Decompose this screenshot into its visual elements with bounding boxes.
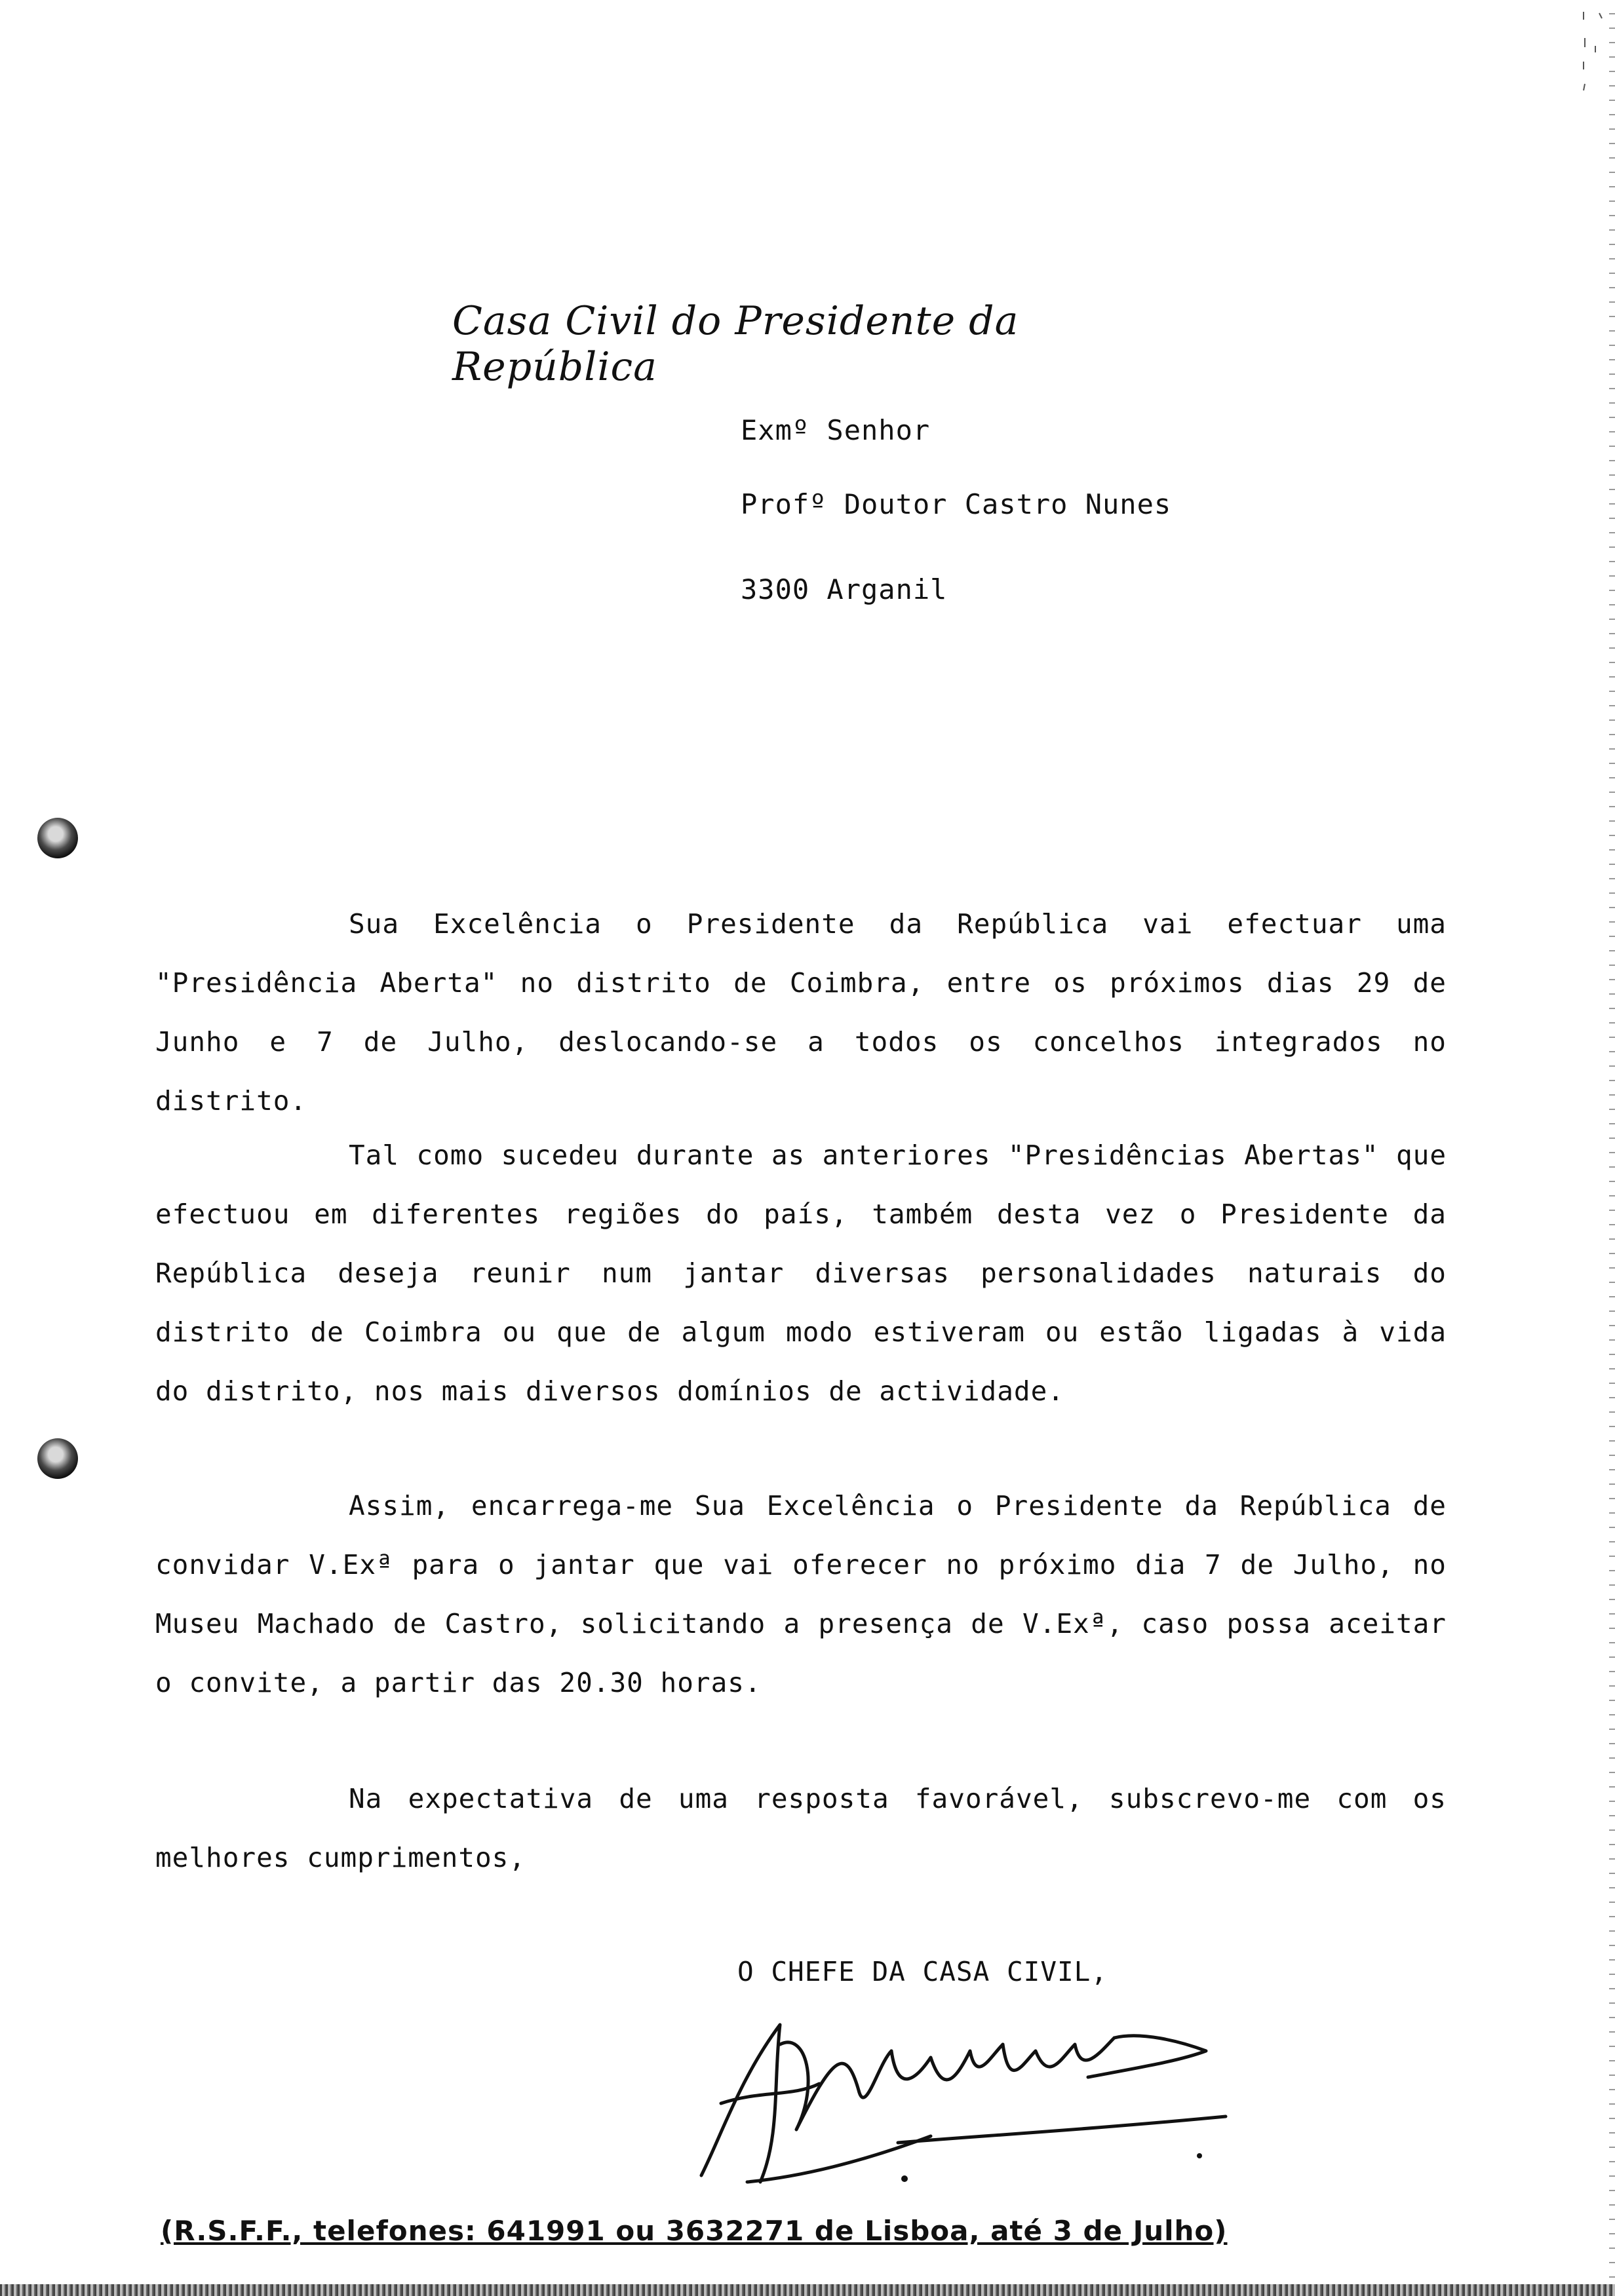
recipient-address: 3300 Arganil bbox=[741, 573, 948, 605]
letterhead-title: Casa Civil do Presidente da República bbox=[452, 298, 1019, 390]
paragraph-3-text: Assim, encarrega-me Sua Excelência o Presidente da República de convidar V.Exª para o jantar que vai oferecer no próximo dia 7 de Julho, no Museu Machado de Castro, solicitando a presença de V.Exª, caso possa aceitar o convite, a partir das 20.30 horas. bbox=[155, 1490, 1447, 1698]
footer-rsvp-note: (R.S.F.F., telefones: 641991 ou 3632271 de Lisboa, até 3 de Julho) bbox=[161, 2215, 1228, 2247]
closing-signoff: O CHEFE DA CASA CIVIL, bbox=[737, 1956, 1108, 1987]
handwritten-signature bbox=[682, 2005, 1232, 2202]
scan-corner-marks bbox=[1580, 7, 1606, 92]
recipient-name: Profº Doutor Castro Nunes bbox=[741, 488, 1172, 520]
recipient-salutation: Exmº Senhor bbox=[741, 414, 931, 446]
paragraph-4-text: Na expectativa de uma resposta favorável, subscrevo-me com os melhores cumprimentos, bbox=[155, 1783, 1447, 1873]
paragraph-1-text: Sua Excelência o Presidente da República vai efectuar uma "Presidência Aberta" no distrito de Coimbra, entre os próximos dias 29 de Junho e 7 de Julho, deslocando-se a todos os concelhos integrados no distrito. bbox=[155, 908, 1447, 1117]
paragraph-4 bbox=[155, 1769, 1447, 1887]
punch-hole-bottom bbox=[37, 1438, 78, 1479]
scan-edge-right bbox=[1609, 0, 1615, 2296]
scan-edge-bottom bbox=[0, 2284, 1615, 2296]
paragraph-2 bbox=[155, 1126, 1447, 1421]
paragraph-3 bbox=[155, 1476, 1447, 1712]
punch-hole-top bbox=[37, 818, 78, 858]
paragraph-1 bbox=[155, 894, 1447, 1130]
paragraph-2-text: Tal como sucedeu durante as anteriores "Presidências Abertas" que efectuou em diferentes regiões do país, também desta vez o Presidente da República deseja reunir num jantar diversas personalidades naturais do distrito de Coimbra ou que de algum modo estiveram ou estão ligadas à vida do distrito, nos mais diversos domínios de actividade. bbox=[155, 1139, 1447, 1407]
